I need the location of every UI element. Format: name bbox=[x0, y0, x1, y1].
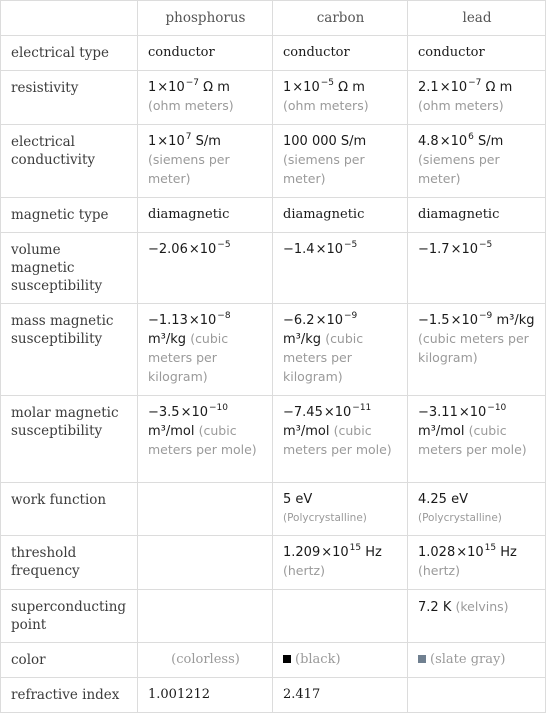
cell-exponent: −9 bbox=[479, 310, 493, 321]
table-cell bbox=[408, 125, 546, 198]
cell-unit-description: (cubic meters per kilogram) bbox=[148, 331, 229, 384]
cell-unit-description: (siemens per meter) bbox=[418, 152, 500, 186]
cell-mantissa: −1.13 bbox=[148, 313, 188, 328]
table-cell bbox=[138, 590, 273, 643]
table-row bbox=[1, 396, 546, 483]
table-cell bbox=[138, 396, 273, 483]
times-sign: ×10 bbox=[323, 405, 352, 420]
cell-exponent: −8 bbox=[217, 310, 231, 321]
cell-unit-description: (cubic meters per kilogram) bbox=[283, 331, 364, 384]
cell-unit-description: (hertz) bbox=[418, 563, 460, 578]
table-cell bbox=[273, 483, 408, 536]
table-cell bbox=[273, 304, 408, 396]
table-cell bbox=[273, 590, 408, 643]
table-row bbox=[1, 536, 546, 590]
cell-unit: Ω m bbox=[338, 80, 365, 95]
cell-unit-description: (siemens per meter) bbox=[148, 152, 230, 186]
cell-mantissa: −3.5 bbox=[148, 405, 180, 420]
cell-unit-description: (hertz) bbox=[283, 563, 325, 578]
times-sign: ×10 bbox=[458, 405, 487, 420]
table-row bbox=[1, 36, 546, 71]
cell-value: 2.417 bbox=[283, 687, 321, 702]
cell-unit-description: (ohm meters) bbox=[418, 98, 504, 113]
table-cell bbox=[408, 643, 546, 678]
times-sign: ×10 bbox=[292, 80, 320, 95]
cell-value: 7.2 bbox=[418, 600, 439, 615]
table-row bbox=[1, 125, 546, 198]
row-label: electrical type bbox=[1, 36, 138, 71]
table-cell bbox=[408, 71, 546, 125]
table-body bbox=[1, 36, 546, 713]
table-cell bbox=[138, 36, 273, 71]
row-label: color bbox=[1, 643, 138, 678]
cell-color-name: (slate gray) bbox=[430, 652, 506, 667]
cell-unit-description: (cubic meters per mole) bbox=[148, 423, 257, 457]
cell-unit: m³/kg bbox=[496, 313, 535, 328]
row-label: superconducting point bbox=[1, 590, 138, 643]
cell-value: 1.001212 bbox=[148, 687, 211, 702]
cell-unit: m³/mol bbox=[283, 424, 330, 439]
cell-mantissa: −3.11 bbox=[418, 405, 458, 420]
header-row bbox=[1, 1, 546, 36]
times-sign: ×10 bbox=[315, 242, 344, 257]
table-row bbox=[1, 71, 546, 125]
cell-mantissa: 2.1 bbox=[418, 80, 439, 95]
table-cell bbox=[273, 198, 408, 233]
cell-exponent: −5 bbox=[217, 239, 231, 250]
table-cell bbox=[408, 536, 546, 590]
cell-exponent: −5 bbox=[479, 239, 493, 250]
table-cell bbox=[408, 233, 546, 304]
times-sign: ×10 bbox=[157, 80, 185, 95]
table-cell bbox=[408, 304, 546, 396]
table-cell bbox=[273, 36, 408, 71]
row-label: magnetic type bbox=[1, 198, 138, 233]
cell-color-name: (colorless) bbox=[171, 652, 240, 667]
cell-value: conductor bbox=[418, 45, 485, 60]
cell-exponent: −10 bbox=[209, 402, 229, 413]
cell-unit: Hz bbox=[500, 545, 517, 560]
times-sign: ×10 bbox=[157, 134, 185, 149]
row-label: refractive index bbox=[1, 678, 138, 713]
table-cell bbox=[138, 198, 273, 233]
cell-exponent: 15 bbox=[484, 542, 497, 553]
cell-unit-description: (cubic meters per mole) bbox=[418, 423, 527, 457]
table-cell bbox=[408, 590, 546, 643]
table-cell bbox=[138, 678, 273, 713]
cell-value: 4.25 bbox=[418, 492, 447, 507]
table-cell bbox=[273, 396, 408, 483]
header-carbon: carbon bbox=[273, 1, 408, 36]
cell-unit: S/m bbox=[340, 134, 367, 149]
table-row bbox=[1, 304, 546, 396]
table-cell bbox=[273, 125, 408, 198]
cell-unit: m³/kg bbox=[148, 332, 187, 347]
row-label: molar magnetic susceptibility bbox=[1, 396, 138, 483]
cell-value: diamagnetic bbox=[418, 207, 500, 222]
cell-unit: m³/kg bbox=[283, 332, 322, 347]
cell-mantissa: −1.7 bbox=[418, 242, 450, 257]
table-row bbox=[1, 643, 546, 678]
cell-note: (Polycrystalline) bbox=[283, 512, 367, 524]
cell-mantissa: −2.06 bbox=[148, 242, 188, 257]
row-label: threshold frequency bbox=[1, 536, 138, 590]
cell-mantissa: 1.209 bbox=[283, 545, 321, 560]
cell-exponent: 6 bbox=[468, 131, 474, 142]
cell-exponent: −7 bbox=[468, 77, 482, 88]
table-cell bbox=[273, 536, 408, 590]
cell-mantissa: −6.2 bbox=[283, 313, 315, 328]
cell-unit: m³/mol bbox=[148, 424, 195, 439]
table-row bbox=[1, 590, 546, 643]
times-sign: ×10 bbox=[439, 80, 468, 95]
cell-mantissa: 1.028 bbox=[418, 545, 456, 560]
cell-exponent: −5 bbox=[320, 77, 334, 88]
cell-unit-description: (kelvins) bbox=[455, 599, 509, 614]
row-label: work function bbox=[1, 483, 138, 536]
table-cell bbox=[138, 643, 273, 678]
cell-unit-description: (ohm meters) bbox=[283, 98, 369, 113]
header-corner bbox=[1, 1, 138, 36]
cell-unit: K bbox=[442, 600, 452, 615]
cell-value: 100 000 bbox=[283, 134, 337, 149]
table-cell bbox=[138, 304, 273, 396]
cell-exponent: −7 bbox=[185, 77, 199, 88]
times-sign: ×10 bbox=[450, 242, 479, 257]
cell-unit: Ω m bbox=[485, 80, 513, 95]
header-phosphorus: phosphorus bbox=[138, 1, 273, 36]
cell-mantissa: 1 bbox=[148, 80, 157, 95]
row-label: volume magnetic susceptibility bbox=[1, 233, 138, 304]
cell-exponent: −10 bbox=[487, 402, 507, 413]
cell-unit: Ω m bbox=[203, 80, 230, 95]
times-sign: ×10 bbox=[315, 313, 344, 328]
table-cell bbox=[273, 643, 408, 678]
table-cell bbox=[408, 36, 546, 71]
cell-mantissa: −7.45 bbox=[283, 405, 323, 420]
table-cell bbox=[138, 233, 273, 304]
cell-value: diamagnetic bbox=[148, 207, 230, 222]
cell-exponent: −11 bbox=[352, 402, 372, 413]
cell-color-name: (black) bbox=[295, 652, 341, 667]
table-cell bbox=[273, 678, 408, 713]
table-row bbox=[1, 233, 546, 304]
cell-mantissa: 1 bbox=[148, 134, 157, 149]
times-sign: ×10 bbox=[188, 313, 217, 328]
table-row bbox=[1, 678, 546, 713]
cell-unit-description: (cubic meters per mole) bbox=[283, 423, 392, 457]
cell-mantissa: 1 bbox=[283, 80, 292, 95]
cell-mantissa: 4.8 bbox=[418, 134, 439, 149]
cell-unit-description: (siemens per meter) bbox=[283, 152, 365, 186]
cell-unit: m³/mol bbox=[418, 424, 465, 439]
color-swatch-icon bbox=[283, 655, 291, 663]
table-cell bbox=[408, 483, 546, 536]
times-sign: ×10 bbox=[188, 242, 217, 257]
table-cell bbox=[408, 396, 546, 483]
table-cell bbox=[273, 233, 408, 304]
cell-unit: S/m bbox=[195, 134, 221, 149]
table-cell bbox=[273, 71, 408, 125]
color-swatch-icon bbox=[418, 655, 426, 663]
table-cell bbox=[138, 71, 273, 125]
cell-exponent: 15 bbox=[349, 542, 362, 553]
table-row bbox=[1, 483, 546, 536]
cell-unit-description: (cubic meters per kilogram) bbox=[418, 331, 529, 365]
cell-exponent: −9 bbox=[344, 310, 358, 321]
header-lead: lead bbox=[408, 1, 546, 36]
cell-unit: eV bbox=[451, 492, 468, 507]
cell-unit: eV bbox=[295, 492, 313, 507]
cell-exponent: 7 bbox=[185, 131, 192, 142]
cell-unit: S/m bbox=[478, 134, 504, 149]
table-cell bbox=[138, 125, 273, 198]
cell-exponent: −5 bbox=[344, 239, 358, 250]
table-cell bbox=[408, 198, 546, 233]
times-sign: ×10 bbox=[180, 405, 209, 420]
times-sign: ×10 bbox=[439, 134, 468, 149]
cell-value: conductor bbox=[148, 45, 215, 60]
row-label: mass magnetic susceptibility bbox=[1, 304, 138, 396]
times-sign: ×10 bbox=[321, 545, 349, 560]
times-sign: ×10 bbox=[450, 313, 479, 328]
times-sign: ×10 bbox=[456, 545, 484, 560]
table-cell bbox=[408, 678, 546, 713]
cell-mantissa: −1.4 bbox=[283, 242, 315, 257]
table-cell bbox=[138, 536, 273, 590]
row-label: electrical conductivity bbox=[1, 125, 138, 198]
cell-value: conductor bbox=[283, 45, 350, 60]
cell-value: 5 bbox=[283, 492, 292, 507]
table-row bbox=[1, 198, 546, 233]
row-label: resistivity bbox=[1, 71, 138, 125]
cell-unit: Hz bbox=[365, 545, 382, 560]
cell-value: diamagnetic bbox=[283, 207, 365, 222]
cell-note: (Polycrystalline) bbox=[418, 512, 502, 524]
cell-mantissa: −1.5 bbox=[418, 313, 450, 328]
table-cell bbox=[138, 483, 273, 536]
cell-unit-description: (ohm meters) bbox=[148, 98, 234, 113]
